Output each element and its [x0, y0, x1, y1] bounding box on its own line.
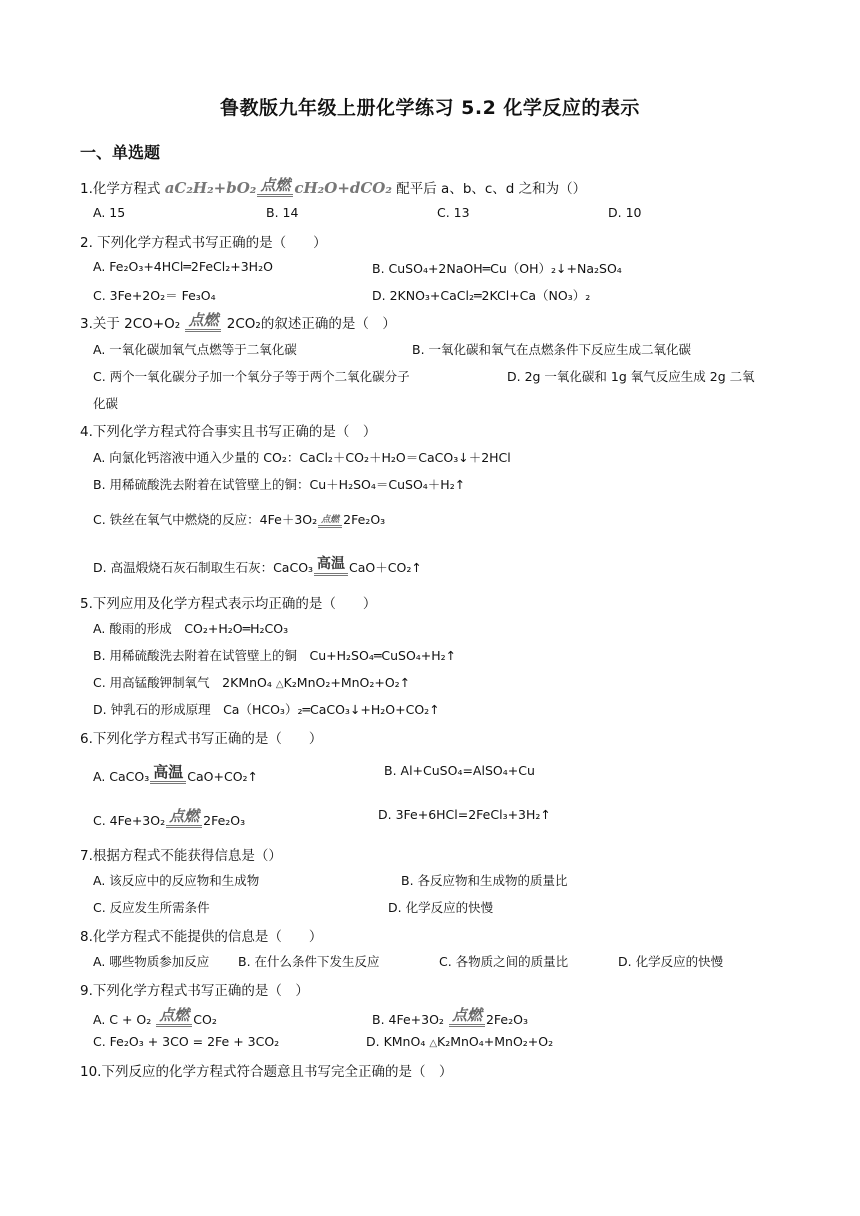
q4-c-left: C. 铁丝在氧气中燃烧的反应：4Fe＋3O₂ — [93, 512, 318, 527]
heat-triangle-icon: △ — [429, 1038, 438, 1049]
q8-option-c[interactable]: C. 各物质之间的质量比 — [439, 954, 569, 969]
q2-option-d[interactable]: D. 2KNO₃+CaCl₂═2KCl+Ca（NO₃）₂ — [372, 288, 591, 303]
q1-eq-left: aC₂H₂+bO₂ — [164, 179, 257, 197]
ignite-condition: 点燃 — [257, 176, 293, 197]
q4-option-d[interactable] — [93, 555, 422, 576]
q8-option-a[interactable]: A. 哪些物质参加反应 — [93, 954, 210, 969]
q5-c-right: K₂MnO₂+MnO₂+O₂↑ — [283, 675, 411, 690]
question-10: 10.下列反应的化学方程式符合题意且书写完全正确的是（ ） — [80, 1064, 453, 1080]
q9-option-d[interactable] — [366, 1034, 553, 1049]
q9-option-c[interactable]: C. Fe₂O₃ + 3CO = 2Fe + 3CO₂ — [93, 1034, 280, 1049]
question-5: 5.下列应用及化学方程式表示均正确的是（ ） — [80, 596, 377, 612]
q1-option-a[interactable]: A. 15 — [93, 205, 126, 220]
ignite-condition: 点燃 — [318, 515, 342, 528]
question-8: 8.化学方程式不能提供的信息是（ ） — [80, 929, 323, 945]
q4-d-left: D. 高温煅烧石灰石制取生石灰：CaCO₃ — [93, 560, 314, 575]
q3-option-d[interactable]: D. 2g 一氧化碳和 1g 氧气反应生成 2g 二氧 — [507, 369, 755, 384]
q4-option-a[interactable]: A. 向氯化钙溶液中通入少量的 CO₂：CaCl₂＋CO₂＋H₂O＝CaCO₃↓＋2HCl — [93, 450, 511, 465]
q2-option-a[interactable]: A. Fe₂O₃+4HCl═2FeCl₂+3H₂O — [93, 259, 273, 274]
q1-option-b[interactable]: B. 14 — [266, 205, 299, 220]
q9-b-left: B. 4Fe+3O₂ — [372, 1012, 444, 1027]
q6-option-b[interactable]: B. Al+CuSO₄=AlSO₄+Cu — [384, 763, 535, 778]
q3-option-c[interactable]: C. 两个一氧化碳分子加一个氧分子等于两个二氧化碳分子 — [93, 369, 410, 384]
question-2: 2. 下列化学方程式书写正确的是（ ） — [80, 235, 327, 251]
page-title: 鲁教版九年级上册化学练习 5.2 化学反应的表示 — [220, 97, 640, 119]
q3-option-b[interactable]: B. 一氧化碳和氧气在点燃条件下反应生成二氧化碳 — [412, 342, 692, 357]
q7-option-a[interactable]: A. 该反应中的反应物和生成物 — [93, 873, 260, 888]
question-1 — [80, 176, 586, 197]
q3-option-a[interactable]: A. 一氧化碳加氧气点燃等于二氧化碳 — [93, 342, 297, 357]
question-4: 4.下列化学方程式符合事实且书写正确的是（ ） — [80, 424, 377, 440]
question-6: 6.下列化学方程式书写正确的是（ ） — [80, 731, 323, 747]
q3-option-d-wrap: 化碳 — [93, 396, 119, 411]
q7-option-c[interactable]: C. 反应发生所需条件 — [93, 900, 210, 915]
q4-c-right: 2Fe₂O₃ — [343, 512, 386, 527]
ignite-condition: 点燃 — [449, 1006, 485, 1027]
q1-option-d[interactable]: D. 10 — [608, 205, 642, 220]
q7-option-b[interactable]: B. 各反应物和生成物的质量比 — [401, 873, 568, 888]
q8-option-b[interactable]: B. 在什么条件下发生反应 — [238, 954, 380, 969]
q4-option-b[interactable]: B. 用稀硫酸洗去附着在试管壁上的铜：Cu＋H₂SO₄＝CuSO₄＋H₂↑ — [93, 477, 466, 492]
ignite-condition: 点燃 — [185, 311, 221, 332]
q9-option-b[interactable] — [372, 1006, 528, 1027]
q7-option-d[interactable]: D. 化学反应的快慢 — [388, 900, 494, 915]
question-3 — [80, 311, 396, 332]
q9-option-a[interactable] — [93, 1006, 217, 1027]
q6-option-d[interactable]: D. 3Fe+6HCl=2FeCl₃+3H₂↑ — [378, 807, 551, 822]
q4-option-c[interactable] — [93, 510, 385, 528]
q5-option-c[interactable] — [93, 673, 410, 691]
q2-option-b[interactable]: B. CuSO₄+2NaOH═Cu（OH）₂↓+Na₂SO₄ — [372, 261, 622, 276]
q6-a-left: A. CaCO₃ — [93, 769, 150, 784]
q5-c-left: C. 用高锰酸钾制氧气 2KMnO₄ — [93, 675, 272, 690]
q6-option-a[interactable] — [93, 763, 258, 784]
high-temp-condition: 高温 — [150, 763, 186, 784]
q9-a-left: A. C + O₂ — [93, 1012, 152, 1027]
q1-eq-right: cH₂O+dCO₂ — [294, 179, 392, 197]
q1-suffix: 配平后 a、b、c、d 之和为（） — [396, 181, 587, 197]
q5-option-d[interactable]: D. 钟乳石的形成原理 Ca（HCO₃）₂═CaCO₃↓+H₂O+CO₂↑ — [93, 702, 440, 717]
q1-option-c[interactable]: C. 13 — [437, 205, 470, 220]
q3-stem-a: 3.关于 2CO+O₂ — [80, 316, 181, 332]
q6-c-left: C. 4Fe+3O₂ — [93, 813, 166, 828]
q5-option-a[interactable]: A. 酸雨的形成 CO₂+H₂O═H₂CO₃ — [93, 621, 289, 636]
q9-b-right: 2Fe₂O₃ — [485, 1012, 528, 1027]
q9-a-right: CO₂ — [193, 1012, 217, 1027]
question-7: 7.根据方程式不能获得信息是（） — [80, 848, 282, 864]
q6-a-right: CaO+CO₂↑ — [187, 769, 259, 784]
ignite-condition: 点燃 — [166, 807, 202, 828]
q3-stem-b: 2CO₂的叙述正确的是（ ） — [226, 316, 396, 332]
high-temp-condition: 高温 — [314, 555, 348, 576]
q1-equation — [165, 176, 392, 197]
q9-d-right: K₂MnO₄+MnO₂+O₂ — [437, 1034, 554, 1049]
q8-option-d[interactable]: D. 化学反应的快慢 — [618, 954, 724, 969]
question-9: 9.下列化学方程式书写正确的是（ ） — [80, 983, 309, 999]
q6-option-c[interactable] — [93, 807, 245, 828]
q4-d-right: CaO＋CO₂↑ — [349, 560, 422, 575]
q5-option-b[interactable]: B. 用稀硫酸洗去附着在试管壁上的铜 Cu+H₂SO₄═CuSO₄+H₂↑ — [93, 648, 457, 663]
q9-d-left: D. KMnO₄ — [366, 1034, 426, 1049]
q6-c-right: 2Fe₂O₃ — [203, 813, 246, 828]
section-heading: 一、单选题 — [80, 143, 161, 162]
ignite-condition: 点燃 — [156, 1006, 192, 1027]
q2-option-c[interactable]: C. 3Fe+2O₂＝ Fe₃O₄ — [93, 288, 216, 303]
heat-triangle-icon: △ — [275, 679, 284, 690]
q1-prefix: 1.化学方程式 — [80, 181, 161, 197]
